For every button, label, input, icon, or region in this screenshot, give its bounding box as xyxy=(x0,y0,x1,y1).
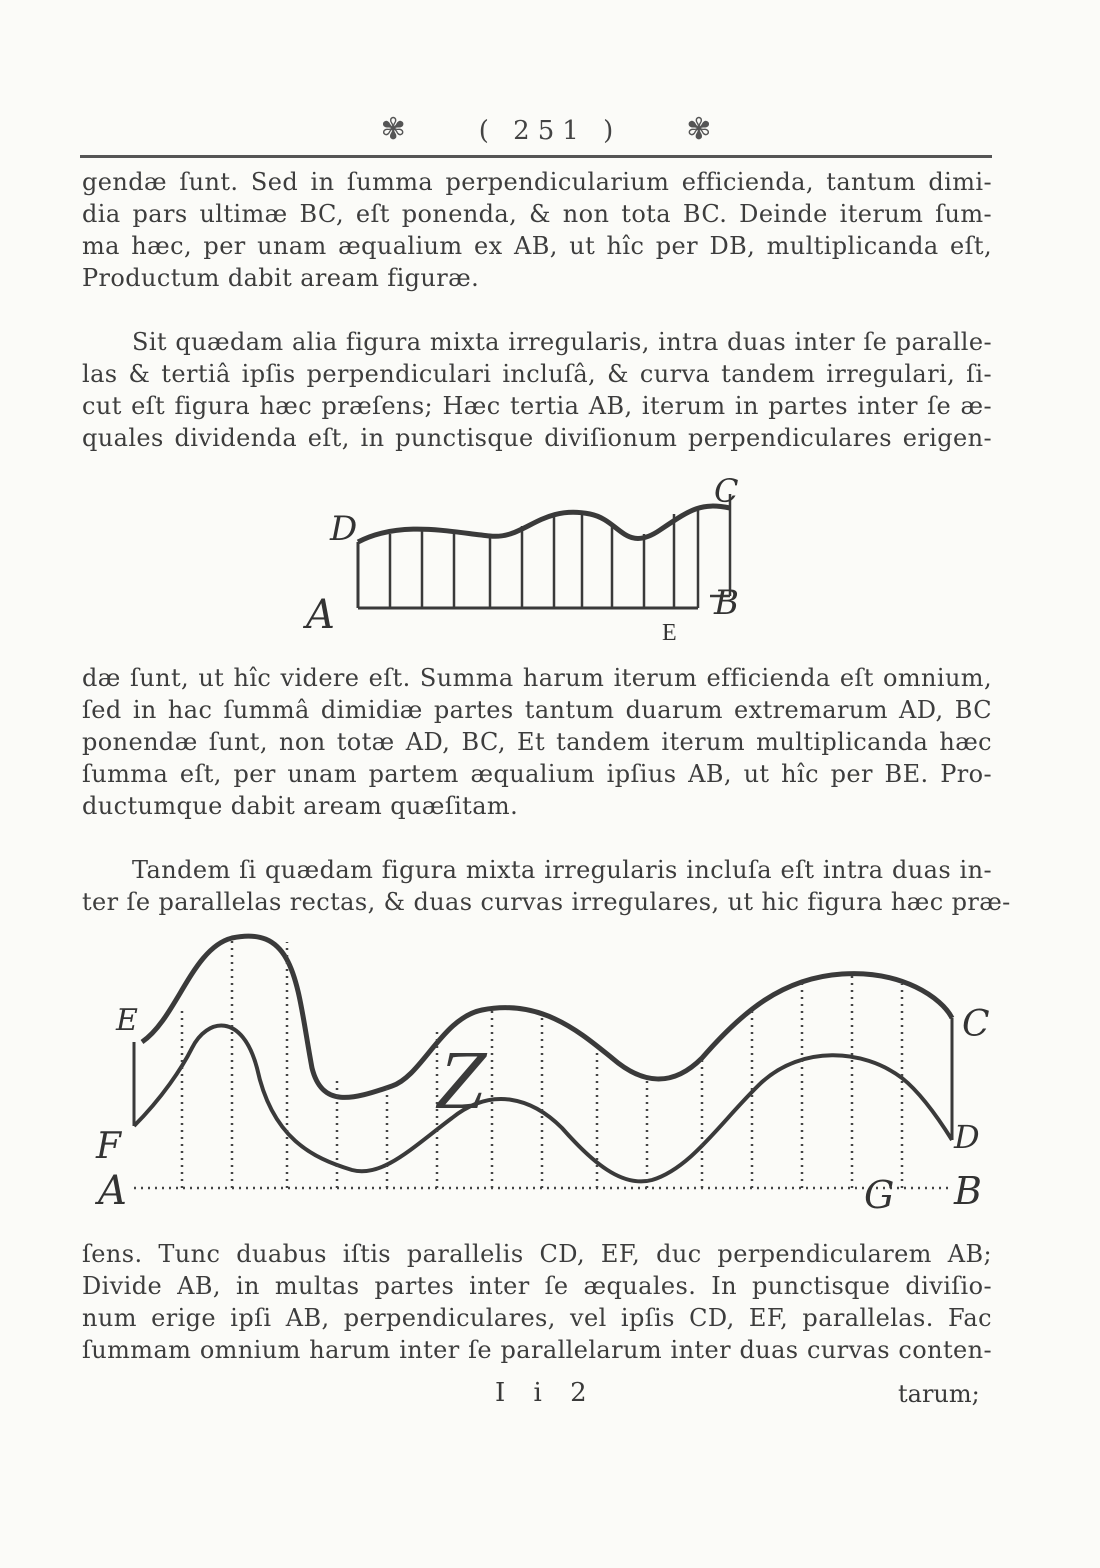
paragraph-4 xyxy=(82,854,1011,918)
signature-mark: I i 2 xyxy=(495,1378,597,1408)
paragraph-3 xyxy=(82,662,992,822)
text-line: ma hæc, per unam æqualium ex AB, ut hîc per DB, multiplicanda eſt, xyxy=(82,232,992,260)
text-line: ductumque dabit aream quæſitam. xyxy=(82,792,519,820)
text-line: ſummam omnium harum inter ſe parallelarum inter duas curvas conten- xyxy=(82,1336,992,1364)
running-header xyxy=(0,112,1100,147)
text-line: gendæ ſunt. Sed in ſumma perpendicularium efficienda, tantum dimi- xyxy=(82,168,992,196)
text-line: quales dividenda eſt, in punctisque diviſionum perpendiculares erigen- xyxy=(82,424,992,452)
figure-1-label-B: B xyxy=(714,583,739,623)
figure-2-label-D: D xyxy=(954,1118,980,1156)
fleuron-left-icon: ✾ xyxy=(380,112,414,147)
text-line: dæ ſunt, ut hîc videre eſt. Summa harum iterum efficienda eſt omnium, xyxy=(82,664,992,692)
figure-2-label-C: C xyxy=(962,1004,990,1045)
figure-1-label-D: D xyxy=(330,509,358,549)
text-line: Sit quædam alia figura mixta irregularis, intra duas inter ſe paralle- xyxy=(132,328,992,356)
text-line: ſed in hac ſummâ dimidiæ partes tantum duarum extremarum AD, BC xyxy=(82,696,992,724)
text-line: dia pars ultimæ BC, eſt ponenda, & non tota BC. Deinde iterum ſum- xyxy=(82,200,992,228)
figure-2-label-Z: Z xyxy=(427,1033,499,1127)
page-number: ( 251 ) xyxy=(478,116,622,146)
figure-2-label-G: G xyxy=(864,1173,895,1217)
figure-1-label-C: C xyxy=(714,472,739,510)
figure-1-ordinates xyxy=(390,508,698,608)
figure-1-label-E: E xyxy=(662,620,677,646)
text-line: ſens. Tunc duabus iſtis parallelis CD, EF, duc perpendicularem AB; xyxy=(82,1240,992,1268)
text-line: Productum dabit aream figuræ. xyxy=(82,264,480,292)
text-line: Tandem ſi quædam figura mixta irregularis incluſa eſt intra duas in- xyxy=(132,856,992,884)
figure-1 xyxy=(290,468,770,658)
text-line: las & tertiâ ipſis perpendiculari incluſâ, & curva tandem irregulari, ſi- xyxy=(82,360,992,388)
figure-2-label-A: A xyxy=(98,1168,127,1214)
fleuron-right-icon: ✾ xyxy=(686,112,720,147)
text-line: num erige ipſi AB, perpendiculares, vel ipſis CD, EF, parallelas. Fac xyxy=(82,1304,992,1332)
text-line: cut eſt figura hæc præſens; Hæc tertia AB, iterum in partes inter ſe æ- xyxy=(82,392,992,420)
figure-2-upper-curve xyxy=(142,936,952,1097)
header-rule xyxy=(80,155,992,158)
paragraph-1 xyxy=(82,166,992,294)
figure-2-label-B: B xyxy=(954,1169,982,1213)
figure-2 xyxy=(82,918,1012,1238)
figure-2-label-F: F xyxy=(96,1126,121,1167)
catchword: tarum; xyxy=(898,1380,980,1408)
text-line: Divide AB, in multas partes inter ſe æquales. In punctisque diviſio- xyxy=(82,1272,992,1300)
figure-2-label-E: E xyxy=(116,1003,138,1038)
text-line: ſumma eſt, per unam partem æqualium ipſius AB, ut hîc per BE. Pro- xyxy=(82,760,992,788)
paragraph-2 xyxy=(82,326,992,454)
text-line: ponendæ ſunt, non totæ AD, BC, Et tandem iterum multiplicanda hæc xyxy=(82,728,992,756)
text-line: ter ſe parallelas rectas, & duas curvas irregulares, ut hic figura hæc præ- xyxy=(82,888,1011,916)
paragraph-5 xyxy=(82,1238,992,1366)
figure-1-label-A: A xyxy=(306,592,335,638)
